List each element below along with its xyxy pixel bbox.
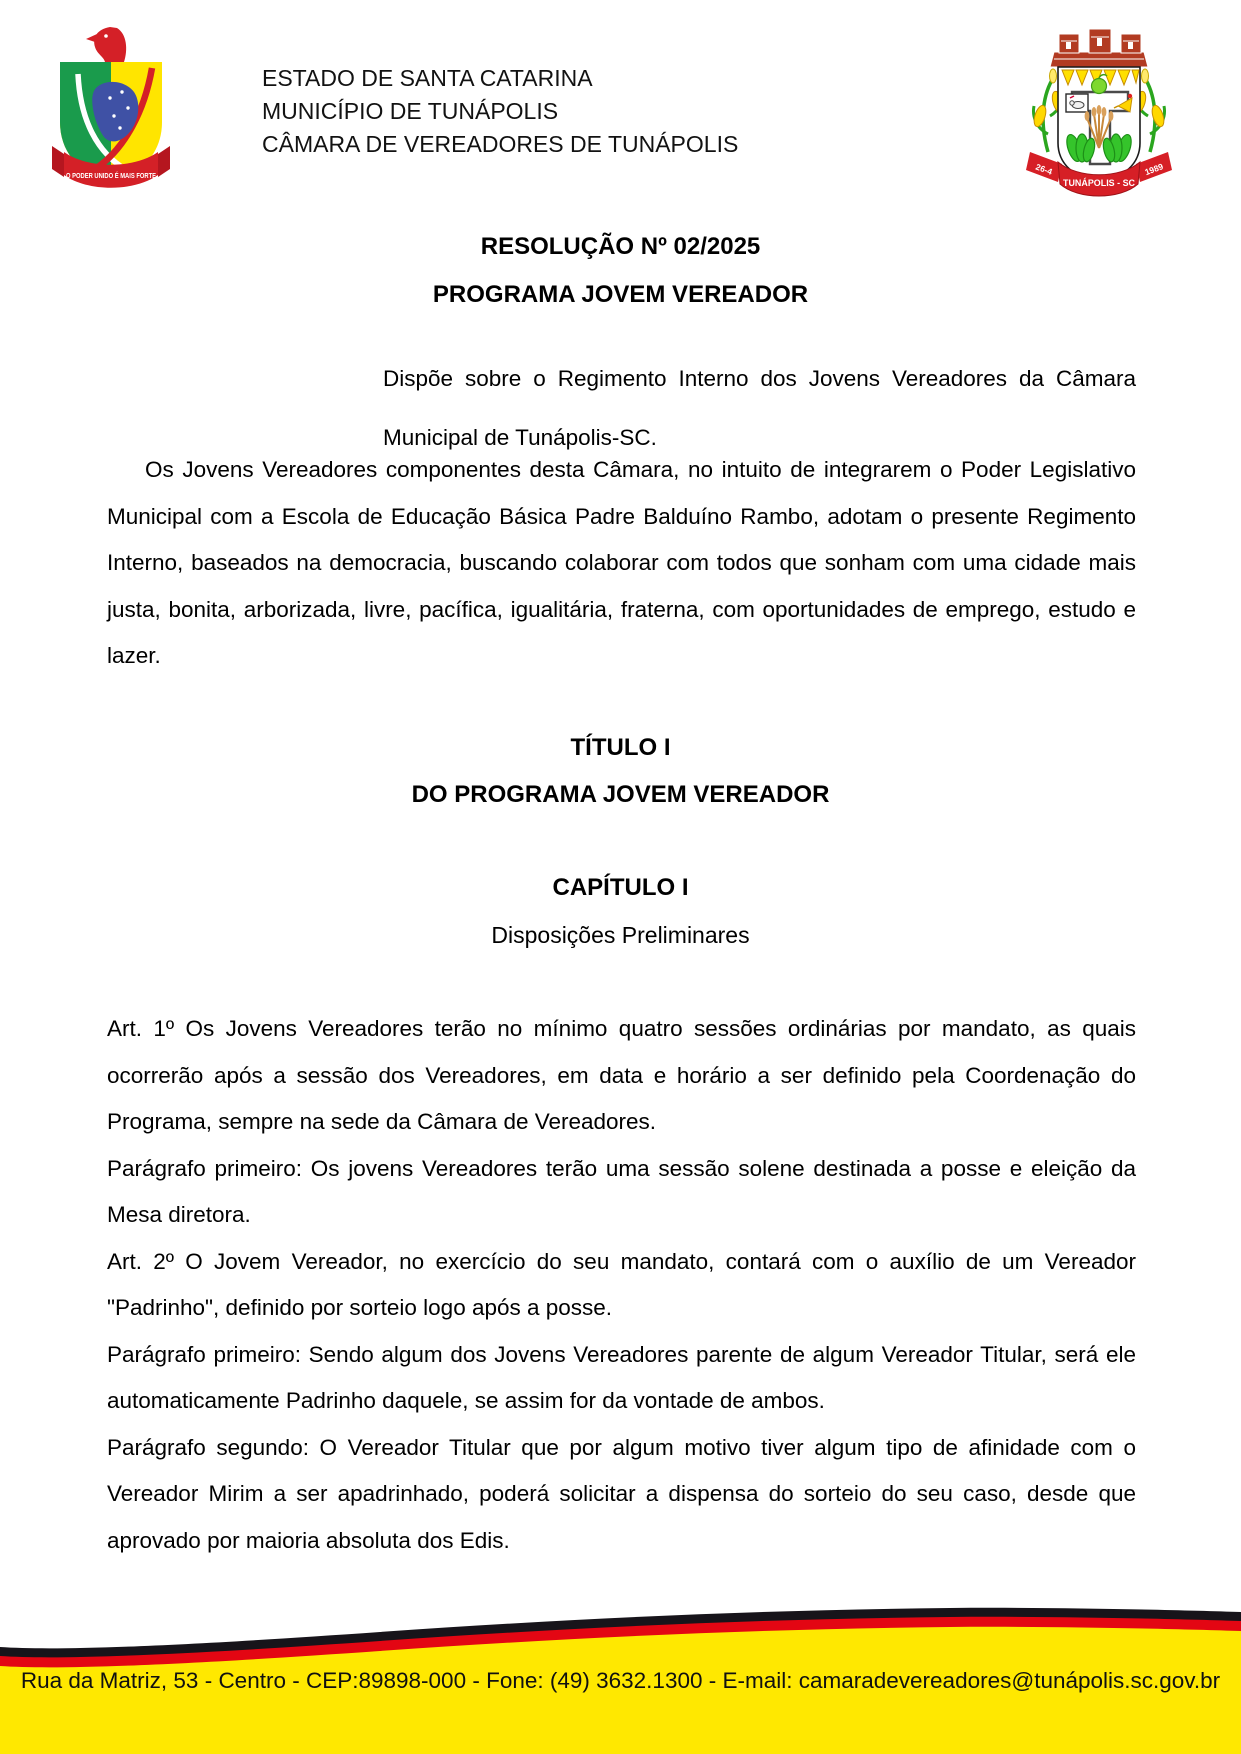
articles-body bbox=[107, 1006, 1136, 1564]
ribbon-date-right-text: 1989 bbox=[1143, 161, 1165, 178]
tunapolis-coat-of-arms-logo bbox=[1026, 24, 1172, 200]
article-2: Art. 2º O Jovem Vereador, no exercício do seu mandato, contará com o auxílio de um Vereador "Padrinho", definido por sorteio logo após a posse. bbox=[107, 1248, 1136, 1320]
heading-titulo-i: TÍTULO I bbox=[570, 734, 671, 761]
header-org-block bbox=[262, 62, 738, 161]
document-title-block bbox=[0, 233, 1241, 309]
footer-address: Rua da Matriz, 53 - Centro - CEP:89898-000 - Fone: (49) 3632.1300 - E-mail: camaradevereadores@tunápolis.sc.gov.br bbox=[20, 1668, 1221, 1693]
article-2-paragrafo-primeiro: Parágrafo primeiro: Sendo algum dos Jovens Vereadores parente de algum Vereador Titular, será ele automaticamente Padrinho daquele, se assim for da vontade de ambos. bbox=[107, 1341, 1136, 1413]
mural-crown-icon bbox=[1050, 29, 1148, 67]
heading-disposicoes: Disposições Preliminares bbox=[491, 922, 750, 948]
pig-icon bbox=[1066, 94, 1088, 112]
article-1-paragrafo-primeiro: Parágrafo primeiro: Os jovens Vereadores terão uma sessão solene destinada a posse e eleição da Mesa diretora. bbox=[107, 1155, 1136, 1227]
epigraph-paragraph: Dispõe sobre o Regimento Interno dos Jovens Vereadores da Câmara Municipal de Tunápolis-SC. bbox=[383, 366, 1136, 450]
header-line-municipality: MUNICÍPIO DE TUNÁPOLIS bbox=[262, 98, 559, 124]
program-title: PROGRAMA JOVEM VEREADOR bbox=[432, 281, 809, 308]
preamble-paragraph: Os Jovens Vereadores componentes desta Câmara, no intuito de integrarem o Poder Legislativo Municipal com a Escola de Educação Básica Padre Balduíno Rambo, adotam o presente Regimento Interno, baseados na democracia, buscando colaborar com todos que sonham com uma cidade mais justa, bonita, arborizada, livre, pacífica, igualitária, fraterna, com oportunidades de emprego, estudo e lazer. bbox=[107, 457, 1136, 668]
phoenix-icon bbox=[86, 27, 126, 62]
footer-band bbox=[0, 1554, 1241, 1754]
ribbon-city-name-text: TUNÁPOLIS - SC bbox=[1063, 178, 1136, 188]
santa-catarina-coat-of-arms-icon bbox=[50, 26, 172, 198]
article-1: Art. 1º Os Jovens Vereadores terão no mínimo quatro sessões ordinárias por mandato, as quais ocorrerão após a sessão dos Vereadores, em data e horário a ser definido pela Coordenação do Programa, sempre na sede da Câmara de Vereadores. bbox=[107, 1016, 1136, 1134]
article-2-paragrafo-segundo: Parágrafo segundo: O Vereador Titular que por algum motivo tiver algum tipo de afinidade com o Vereador Mirim a ser apadrinhado, poderá solicitar a dispensa do sorteio do seu caso, desde que aprovado por maioria absoluta dos Edis. bbox=[107, 1434, 1136, 1553]
tunapolis-coat-of-arms-icon bbox=[1026, 24, 1172, 200]
ribbon-date-left-text: 26-4 bbox=[1034, 161, 1054, 177]
header-line-state: ESTADO DE SANTA CATARINA bbox=[262, 65, 593, 91]
municipal-shield-icon bbox=[1058, 67, 1140, 184]
heading-capitulo-i: CAPÍTULO I bbox=[552, 874, 689, 901]
state-motto-text: O PODER UNIDO É MAIS FORTE bbox=[66, 173, 172, 180]
santa-catarina-coat-of-arms-logo bbox=[50, 26, 172, 198]
header-line-chamber: CÂMARA DE VEREADORES DE TUNÁPOLIS bbox=[262, 131, 739, 157]
footer-wave-icon bbox=[0, 1554, 1241, 1754]
heading-do-programa: DO PROGRAMA JOVEM VEREADOR bbox=[411, 781, 830, 808]
resolution-title: RESOLUÇÃO Nº 02/2025 bbox=[480, 233, 761, 260]
